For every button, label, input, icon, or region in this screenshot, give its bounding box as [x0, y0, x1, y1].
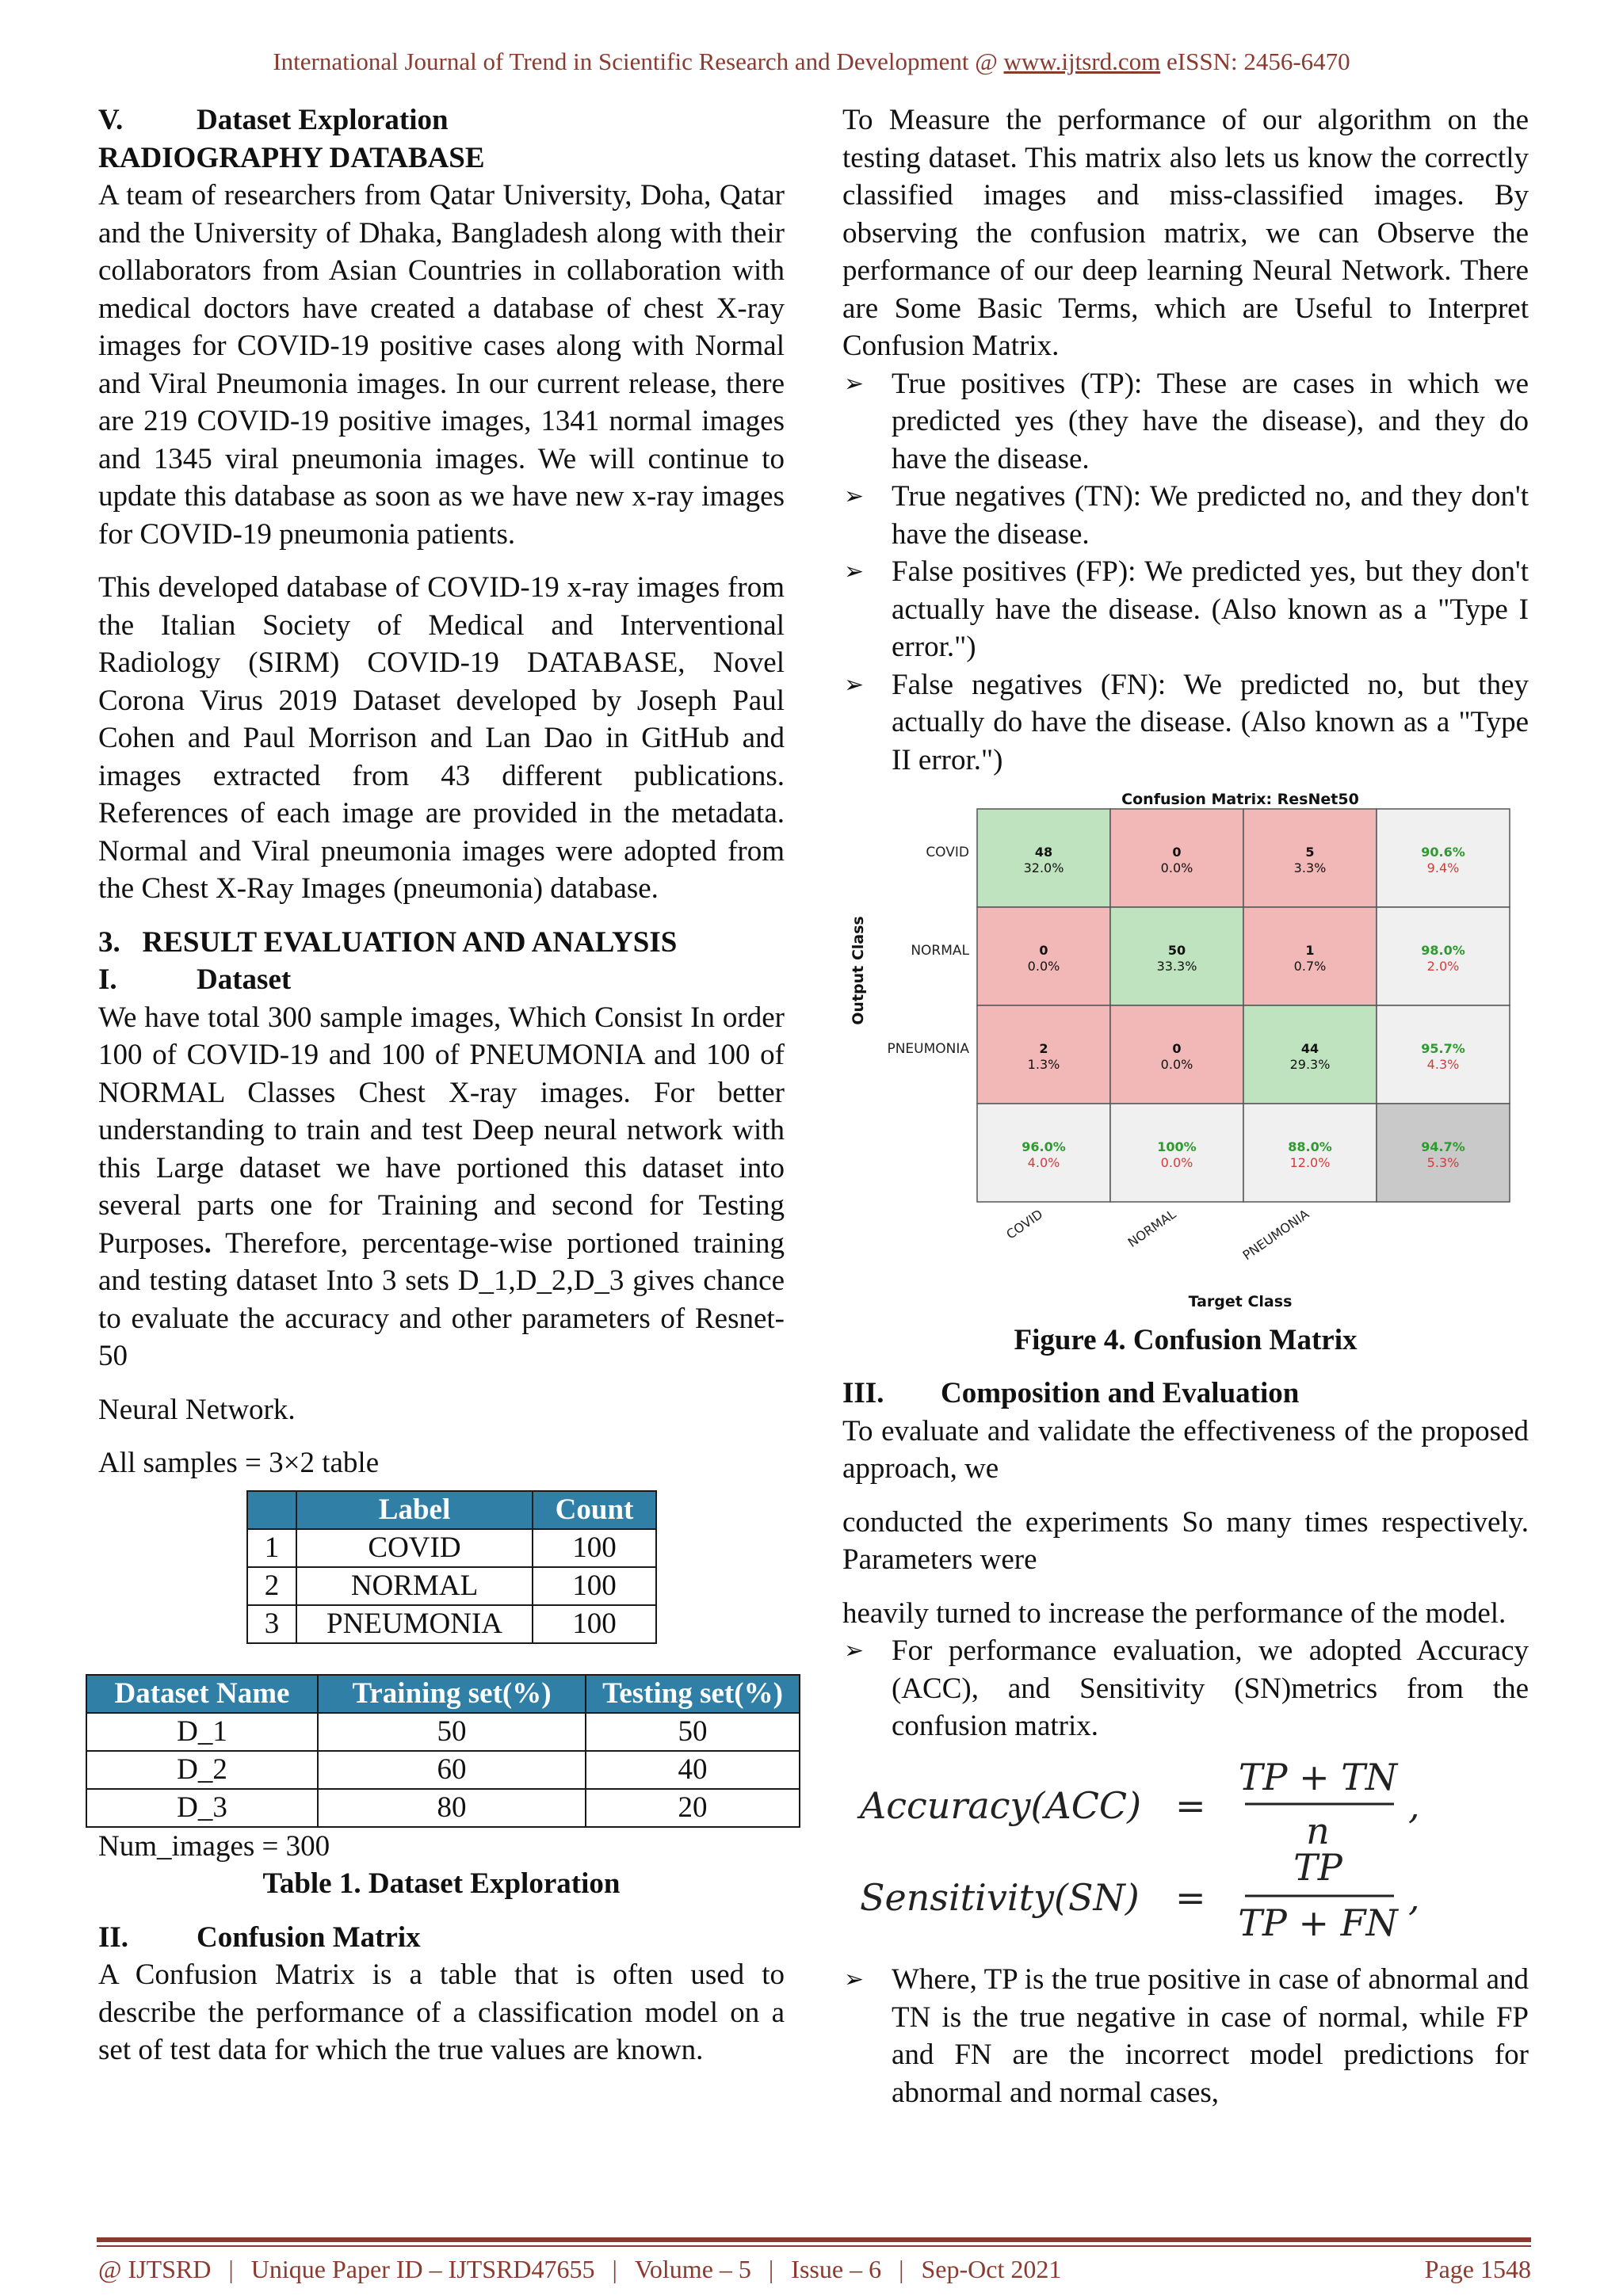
paragraph-neural-network: Neural Network.: [98, 1393, 296, 1426]
cell-percent: 33.3%: [1156, 959, 1197, 974]
comma: ,: [1408, 1875, 1420, 1919]
list-item: [842, 666, 1529, 780]
confusion-matrix-chart: [842, 788, 1529, 1311]
section-number: V.: [98, 104, 124, 136]
table-cell: 20: [586, 1789, 800, 1827]
footer-rule: [97, 2245, 1531, 2247]
cell-value: 98.0%: [1421, 943, 1465, 958]
section-title: Composition and Evaluation: [941, 1377, 1300, 1409]
footer-item: Unique Paper ID – IJTSRD47655: [250, 2255, 595, 2283]
cell-value: 96.0%: [1022, 1139, 1066, 1154]
paragraph-text: Therefore, percentage-wise portioned training and testing dataset Into 3 sets D_1,D_2,D_3 gives chance to evaluate the accuracy and other parameters of Resnet-50: [98, 1226, 785, 1372]
cell-percent: 0.7%: [1293, 959, 1327, 974]
list-item-text: False positives (FP): We predicted yes, but they don't actually have the disease. (Also known as a "Type I error."): [892, 555, 1529, 663]
table-header: Training set(%): [318, 1675, 586, 1713]
cell-value: 5: [1305, 845, 1315, 860]
cell-value: 100%: [1157, 1139, 1197, 1154]
row-tick-label: NORMAL: [911, 943, 969, 959]
cell-value: 88.0%: [1288, 1139, 1332, 1154]
arrow-bullet-icon: ➢: [844, 670, 865, 699]
table-cell: PNEUMONIA: [296, 1605, 533, 1643]
footer-separator: |: [228, 2255, 234, 2283]
table-row: [247, 1567, 656, 1605]
table-header: Testing set(%): [586, 1675, 800, 1713]
table-cell: NORMAL: [296, 1567, 533, 1605]
list-item: [842, 1632, 1529, 1745]
table-cell: D_1: [86, 1713, 318, 1751]
cell-percent: 4.3%: [1426, 1057, 1460, 1072]
cell-percent: 0.0%: [1160, 1155, 1193, 1170]
left-column: [98, 101, 785, 2069]
table-cell: D_3: [86, 1789, 318, 1827]
column-tick-label: PNEUMONIA: [1239, 1206, 1312, 1264]
sensitivity-denominator: TP + FN: [1238, 1901, 1398, 1944]
label-count-table: [246, 1490, 657, 1644]
table-cell: 60: [318, 1751, 586, 1789]
cell-percent: 0.0%: [1160, 860, 1193, 875]
row-tick-label: PNEUMONIA: [887, 1041, 969, 1057]
table-cell: 3: [247, 1605, 296, 1643]
table-header: Count: [533, 1491, 656, 1529]
table-cell: 2: [247, 1567, 296, 1605]
list-item-text: False negatives (FN): We predicted no, but they actually do have the disease. (Also known as a "Type II error."): [892, 668, 1529, 776]
list-item-text: True negatives (TN): We predicted no, and they don't have the disease.: [892, 480, 1529, 551]
dataset-split-table: [86, 1674, 800, 1828]
cell-value: 95.7%: [1421, 1041, 1465, 1056]
footer-separator: |: [899, 2255, 904, 2283]
cell-value: 94.7%: [1421, 1139, 1465, 1154]
list-item: [842, 365, 1529, 479]
cell-value: 2: [1039, 1041, 1048, 1056]
cell-percent: 29.3%: [1289, 1057, 1331, 1072]
section-title: Dataset Exploration: [197, 104, 449, 136]
journal-link[interactable]: www.ijtsrd.com: [1003, 48, 1161, 75]
right-column: [842, 101, 1529, 2111]
table-caption: Table 1. Dataset Exploration: [262, 1867, 621, 1900]
cell-percent: 4.0%: [1027, 1155, 1060, 1170]
list-item-text: Where, TP is the true positive in case of abnormal and TN is the true negative in case of normal, while FP and FN are the incorrect model predictions for abnormal and normal cases,: [892, 1963, 1529, 2109]
metrics-formula: [842, 1753, 1529, 1951]
accuracy-numerator: TP + TN: [1238, 1755, 1398, 1798]
paragraph-text: We have total 300 sample images, Which Consist In order 100 of COVID-19 and 100 of PNEUMONIA and 100 of NORMAL Classes Chest X-ray images. For better understanding to train and test Deep neural network with this Large dataset we have portioned this dataset into several parts one for Training and second for Testing Purposes: [98, 1001, 785, 1260]
sensitivity-label: Sensitivity(SN): [860, 1875, 1140, 1919]
cell-value: 48: [1034, 845, 1053, 860]
running-header: [0, 48, 1623, 76]
table-cell: 50: [318, 1713, 586, 1751]
table-row: [86, 1789, 800, 1827]
section-title: Dataset: [197, 963, 292, 996]
where-list: [842, 1961, 1529, 2111]
footer: [98, 2255, 1531, 2284]
cell-percent: 2.0%: [1426, 959, 1460, 974]
column-tick-label: NORMAL: [1125, 1206, 1179, 1251]
footer-item: @ IJTSRD: [98, 2255, 212, 2283]
table-cell: 100: [533, 1567, 656, 1605]
section-number: I.: [98, 963, 117, 996]
equals-sign: =: [1175, 1783, 1206, 1827]
subsection-heading-composition: [842, 1375, 1529, 1413]
table-cell: 40: [586, 1751, 800, 1789]
x-axis-label: Target Class: [1188, 1293, 1293, 1310]
sensitivity-numerator: TP: [1293, 1845, 1342, 1889]
table-header: [247, 1491, 296, 1529]
subsection-heading-confusion-matrix: [98, 1919, 785, 1957]
cell-percent: 12.0%: [1289, 1155, 1331, 1170]
cell-value: 0: [1172, 845, 1182, 860]
paragraph-dataset-split: We have total 300 sample images, Which Consist In order 100 of COVID-19 and 100 of PNEUMONIA and 100 of NORMAL Classes Chest X-ray images. For better understanding to train and test Deep neural network with this Large dataset we have portioned this dataset into several parts one for Training and second for Testing Purposes. Therefore, percentage-wise portioned training and testing dataset Into 3 sets D_1,D_2,D_3 gives chance to evaluate the accuracy and other parameters of Resnet-50: [98, 1001, 785, 1372]
cell-percent: 0.0%: [1160, 1057, 1193, 1072]
table-cell: 50: [586, 1713, 800, 1751]
footer-left: [98, 2255, 1061, 2284]
cell-percent: 32.0%: [1023, 860, 1064, 875]
terms-list: [842, 365, 1529, 780]
performance-list: [842, 1632, 1529, 1745]
table-cell: D_2: [86, 1751, 318, 1789]
paragraph-database-description: A team of researchers from Qatar University, Doha, Qatar and the University of Dhaka, Bangladesh along with their collaborators from Asian Countries in collaboration with medical doctors have created a database of chest X-ray images for COVID-19 positive cases along with Normal and Viral Pneumonia images. In our current release, there are 219 COVID-19 positive images, 1341 normal images and 1345 viral pneumonia images. We will continue to update this database as soon as we have new x-ray images for COVID-19 pneumonia patients.: [98, 179, 785, 551]
arrow-bullet-icon: ➢: [844, 369, 865, 398]
arrow-bullet-icon: ➢: [844, 1637, 865, 1665]
section-number: III.: [842, 1377, 884, 1409]
list-item: [842, 553, 1529, 666]
accuracy-label: Accuracy(ACC): [860, 1783, 1142, 1827]
footer-item: Issue – 6: [791, 2255, 882, 2283]
cell-value: 0: [1039, 943, 1048, 958]
cell-percent: 9.4%: [1426, 860, 1460, 875]
arrow-bullet-icon: ➢: [844, 558, 865, 585]
table-header: Dataset Name: [86, 1675, 318, 1713]
table-cell: 1: [247, 1529, 296, 1567]
list-item: [842, 1961, 1529, 2111]
arrow-bullet-icon: ➢: [844, 482, 865, 510]
row-tick-label: COVID: [926, 845, 969, 860]
cell-value: 1: [1305, 943, 1315, 958]
list-item-text: True positives (TP): These are cases in which we predicted yes (they have the disease), and they do have the disease.: [892, 367, 1529, 475]
paragraph-parameters: heavily turned to increase the performance of the model.: [842, 1596, 1507, 1630]
chart-title: Confusion Matrix: ResNet50: [1121, 791, 1359, 808]
cell-value: 50: [1167, 943, 1186, 958]
table-row: [247, 1529, 656, 1567]
paragraph-database-sources: This developed database of COVID-19 x-ray images from the Italian Society of Medical and Interventional Radiology (SIRM) COVID-19 DATABASE, Novel Corona Virus 2019 Dataset developed by Joseph Paul Cohen and Paul Morrison and Lan Dao in GitHub and images extracted from 43 different publications. References of each image are provided in the metadata. Normal and Viral pneumonia images were adopted from the Chest X-Ray Images (pneumonia) database.: [98, 571, 785, 905]
section-heading-dataset-exploration: [98, 101, 785, 139]
equals-sign: =: [1175, 1875, 1206, 1919]
table-row: [86, 1751, 800, 1789]
accuracy-denominator: n: [1306, 1809, 1330, 1852]
table-row: [247, 1605, 656, 1643]
footer-rule: [97, 2237, 1531, 2242]
paragraph-evaluate: To evaluate and validate the effectiveness of the proposed approach, we: [842, 1414, 1529, 1485]
list-item-text: For performance evaluation, we adopted Accuracy (ACC), and Sensitivity (SN)metrics from the confusion matrix.: [892, 1634, 1529, 1742]
page-number: Page 1548: [1424, 2255, 1531, 2283]
footer-item: Volume – 5: [634, 2255, 751, 2283]
footer-separator: |: [768, 2255, 774, 2283]
table-cell: COVID: [296, 1529, 533, 1567]
table-row: [86, 1713, 800, 1751]
list-item: [842, 478, 1529, 553]
cell-value: 0: [1172, 1041, 1182, 1056]
paragraph-experiments: conducted the experiments So many times respectively. Parameters were: [842, 1505, 1529, 1576]
column-tick-label: COVID: [1003, 1206, 1046, 1242]
footer-item: Sep-Oct 2021: [921, 2255, 1062, 2283]
table-header: Label: [296, 1491, 533, 1529]
header-suffix: eISSN: 2456-6470: [1160, 48, 1350, 75]
section-heading-results: 3. RESULT EVALUATION AND ANALYSIS: [98, 925, 678, 959]
figure-caption: Figure 4. Confusion Matrix: [1014, 1323, 1358, 1356]
cell-percent: 3.3%: [1293, 860, 1327, 875]
header-prefix: International Journal of Trend in Scientific Research and Development @: [273, 48, 1004, 75]
section-title: Confusion Matrix: [197, 1920, 421, 1954]
cell-value: 44: [1300, 1041, 1319, 1056]
comma: ,: [1408, 1783, 1420, 1827]
paragraph-all-samples: All samples = 3×2 table: [98, 1447, 380, 1479]
y-axis-label: Output Class: [850, 916, 867, 1025]
section-number: II.: [98, 1920, 129, 1954]
cell-percent: 1.3%: [1027, 1057, 1060, 1072]
table-cell: 100: [533, 1605, 656, 1643]
cell-percent: 0.0%: [1027, 959, 1060, 974]
paragraph-confusion-purpose: To Measure the performance of our algorithm on the testing dataset. This matrix also lets us know the correctly classified images and miss-classified images. By observing the confusion matrix, we can Observe the performance of our deep learning Neural Network. There are Some Basic Terms, which are Useful to Interpret Confusion Matrix.: [842, 104, 1529, 362]
arrow-bullet-icon: ➢: [844, 1966, 865, 1993]
cell-percent: 5.3%: [1426, 1155, 1460, 1170]
table-cell: 100: [533, 1529, 656, 1567]
subsection-radiography-database: RADIOGRAPHY DATABASE: [98, 141, 485, 174]
paragraph-confusion-definition: A Confusion Matrix is a table that is often used to describe the performance of a classification model on a set of test data for which the true values are known.: [98, 1958, 785, 2066]
table-cell: 80: [318, 1789, 586, 1827]
cell-value: 90.6%: [1421, 845, 1465, 860]
subsection-heading-dataset: [98, 961, 785, 999]
num-images-label: Num_images = 300: [98, 1829, 330, 1863]
footer-separator: |: [612, 2255, 617, 2283]
